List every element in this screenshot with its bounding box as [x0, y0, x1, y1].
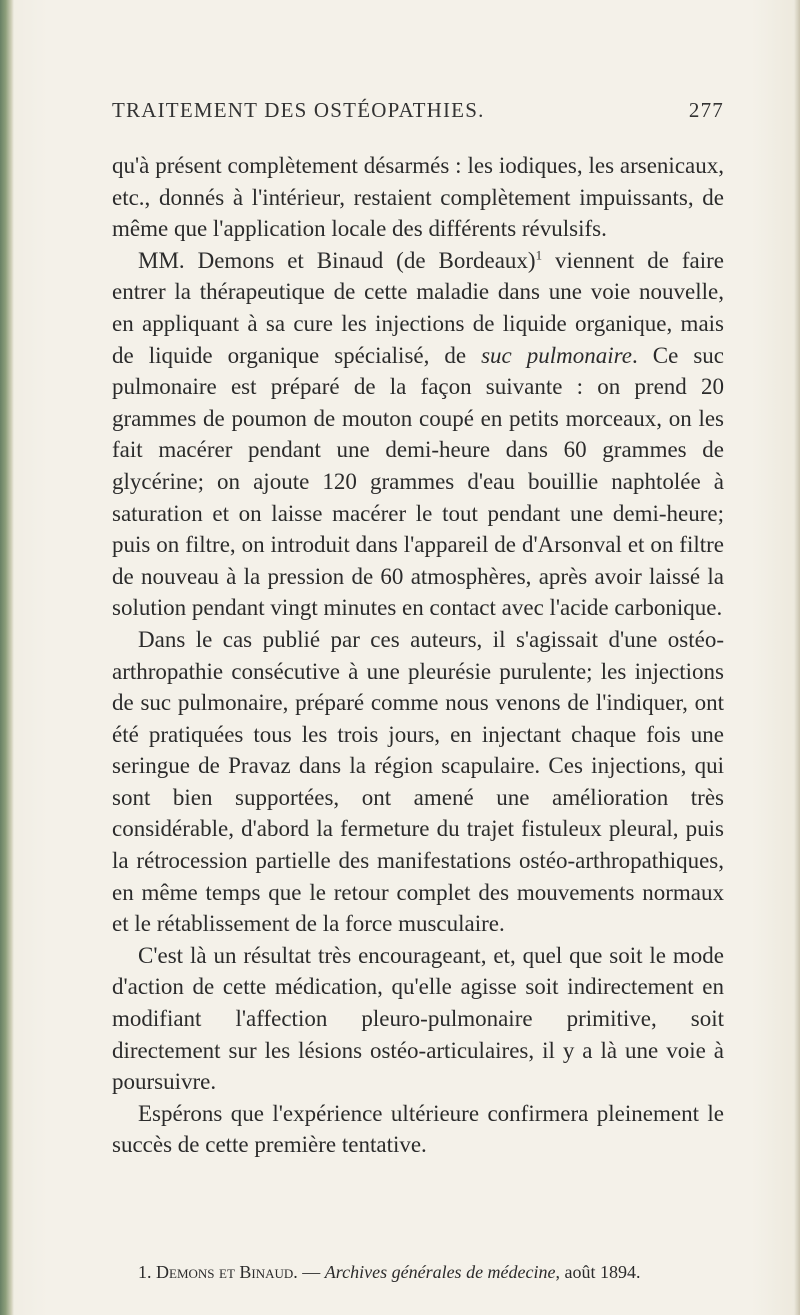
body-text: [112, 150, 724, 1161]
footnote-reference: 1: [535, 247, 543, 263]
paragraph-2-end: . Ce suc pulmonaire est préparé de la façon suivante : on prend 20 grammes de poumon de mouton coupé en petits morceaux, on les fait macérer pendant une demi-heure dans 60 grammes de glycérine; on ajoute 120 grammes d'eau bouillie naphtolée à saturation et on laisse macérer le tout pendant une demi-heure; puis on filtre, on introduit dans l'appareil de d'Arsonval et on filtre de nouveau à la pression de 60 atmosphères, après avoir laissé la solution pendant vingt minutes en contact avec l'acide carbonique.: [112, 342, 724, 621]
footnote-dash: —: [297, 1262, 325, 1282]
footnote-number: 1.: [138, 1262, 152, 1282]
page-header: [112, 98, 724, 134]
paragraph-2-start: MM. Demons et Binaud (de Bordeaux): [138, 247, 536, 273]
paragraph-2-italic: suc pulmonaire: [481, 342, 632, 368]
page-binding-edge: [0, 0, 14, 1315]
paragraph-5: Espérons que l'expérience ultérieure confirmera pleinement le succès de cette première tentative.: [112, 1100, 724, 1158]
paragraph-2-mid: viennent de faire entrer la thérapeutique de cette maladie dans une voie nouvelle, en appliquant à sa cure les injections de liquide organique, mais de liquide organique spécialisé, de: [112, 247, 725, 368]
paragraph-2: [112, 245, 724, 624]
footnote: [138, 1262, 724, 1283]
footnote-date: , août 1894.: [555, 1262, 641, 1282]
footnote-journal: Archives générales de médecine: [324, 1262, 556, 1282]
page-right-edge: [794, 0, 800, 1315]
running-title: TRAITEMENT DES OSTÉOPATHIES.: [112, 98, 485, 122]
footnote-authors: Demons et Binaud.: [156, 1262, 298, 1282]
paragraph-1: qu'à présent complètement désarmés : les iodiques, les arsenicaux, etc., donnés à l'intérieur, restaient complètement impuissants, de même que l'application locale des différents révulsifs.: [112, 153, 724, 242]
paragraph-4: C'est là un résultat très encourageant, et, quel que soit le mode d'action de cette médication, qu'elle agisse soit indirectement en modifiant l'affection pleuro-pulmonaire primitive, soit directement sur les lésions ostéo-articulaires, il y a là une voie à poursuivre.: [112, 942, 724, 1095]
page-number: 277: [688, 98, 724, 122]
paragraph-3: Dans le cas publié par ces auteurs, il s'agissait d'une ostéo-arthropathie consécutive à une pleurésie purulente; les injections de suc pulmonaire, préparé comme nous venons de l'indiquer, ont été pratiquées tous les trois jours, en injectant chaque fois une seringue de Pravaz dans la région scapulaire. Ces injections, qui sont bien supportées, ont amené une amélioration très considérable, d'abord la fermeture du trajet fistuleux pleural, puis la rétrocession partielle des manifestations ostéo-arthropathiques, en même temps que le retour complet des mouvements normaux et le rétablissement de la force musculaire.: [112, 626, 724, 937]
